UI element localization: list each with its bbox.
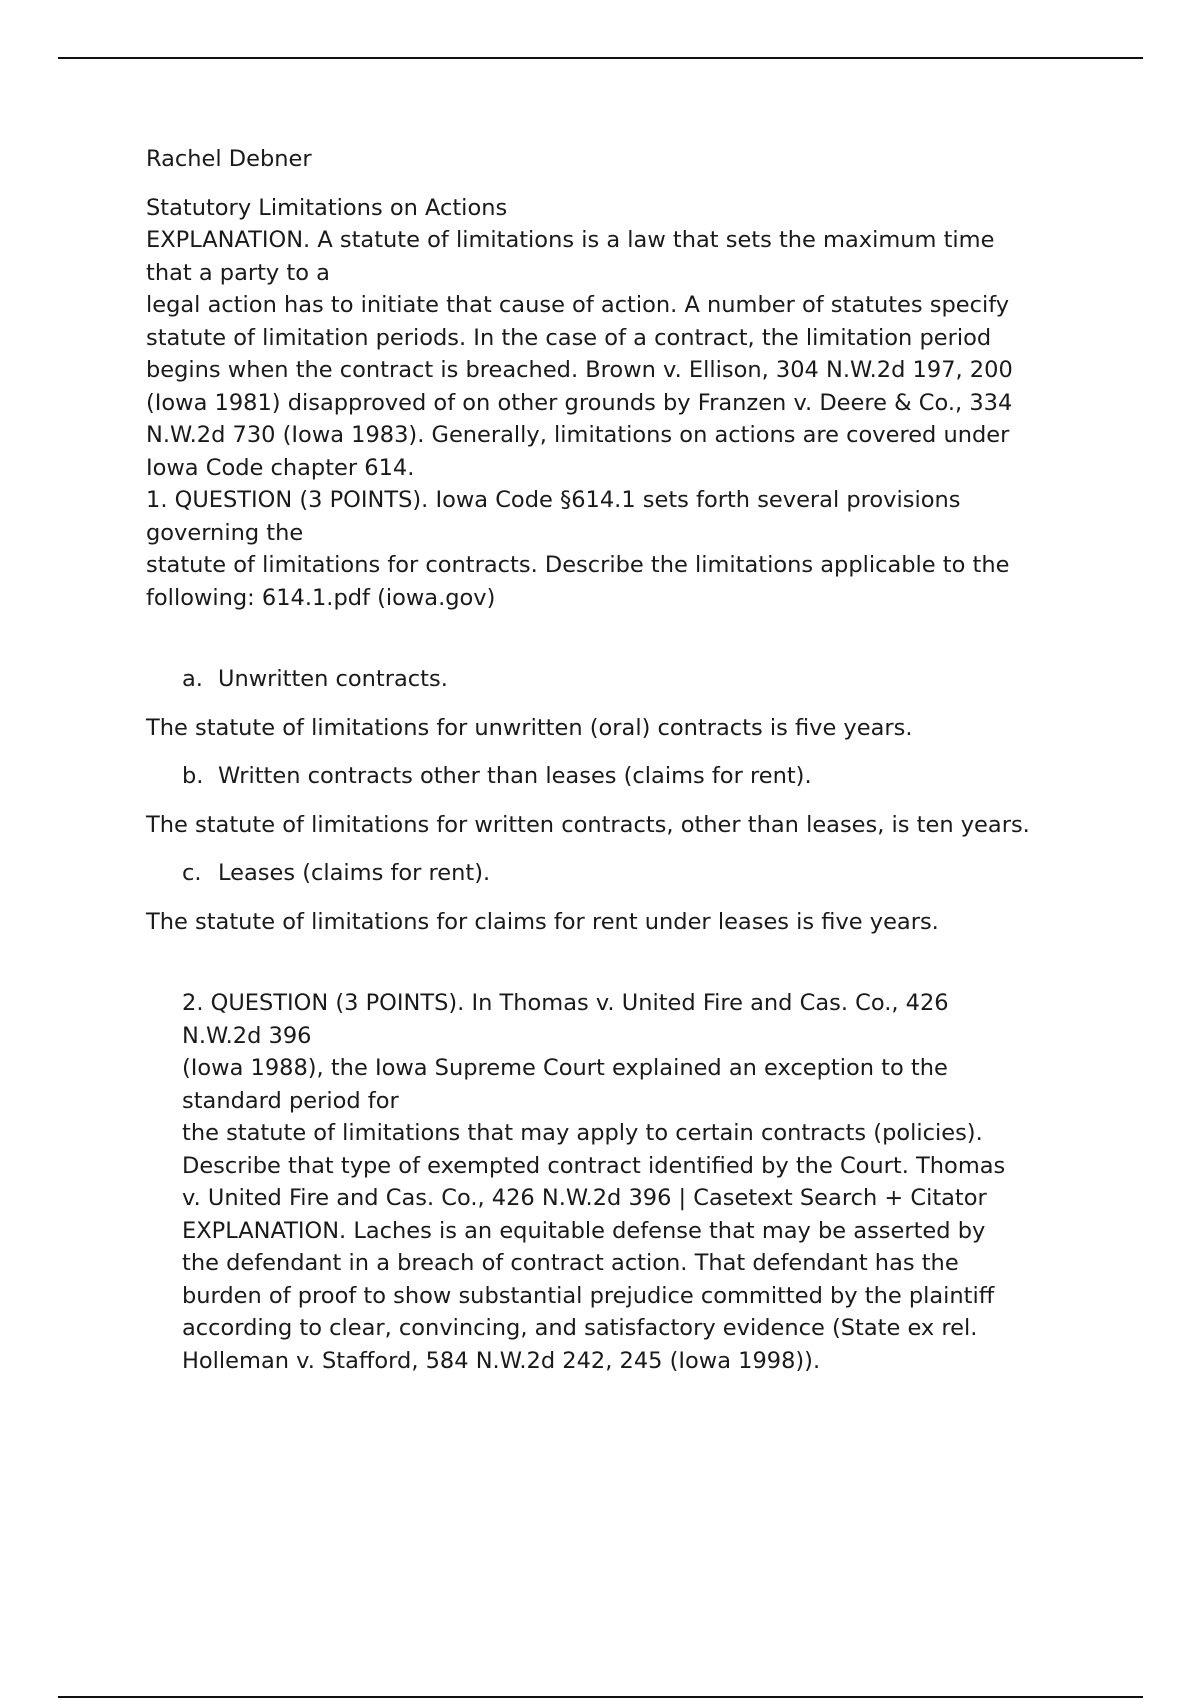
- text-line: standard period for: [182, 1087, 399, 1114]
- explanation-paragraph: [146, 224, 1086, 484]
- list-item-label: Unwritten contracts.: [218, 666, 448, 692]
- text-line: N.W.2d 730 (Iowa 1983). Generally, limitations on actions are covered under: [146, 422, 1010, 448]
- text-line: 1. QUESTION (3 POINTS). Iowa Code §614.1 sets forth several provisions: [146, 487, 961, 513]
- text-line: the defendant in a breach of contract action. That defendant has the: [182, 1250, 959, 1276]
- document-title: Statutory Limitations on Actions: [146, 194, 508, 221]
- list-marker: c.: [182, 860, 202, 886]
- list-item-label: Written contracts other than leases (claims for rent).: [218, 763, 812, 789]
- text-line: (Iowa 1988), the Iowa Supreme Court explained an exception to the: [182, 1055, 948, 1081]
- text-line: statute of limitation periods. In the case of a contract, the limitation period: [146, 324, 992, 351]
- text-line: Iowa Code chapter 614.: [146, 454, 415, 481]
- text-line: following: 614.1.pdf (iowa.gov): [146, 584, 496, 611]
- list-marker: a.: [182, 666, 203, 692]
- text-line: according to clear, convincing, and satisfactory evidence (State ex rel.: [182, 1315, 978, 1341]
- text-line: Holleman v. Stafford, 584 N.W.2d 242, 245 (Iowa 1998)).: [182, 1347, 821, 1374]
- text-line: N.W.2d 396: [182, 1022, 312, 1049]
- author-name: Rachel Debner: [146, 146, 312, 172]
- text-line: Describe that type of exempted contract identified by the Court. Thomas: [182, 1152, 1006, 1179]
- text-line: burden of proof to show substantial prejudice committed by the plaintiff: [182, 1282, 995, 1309]
- text-line: begins when the contract is breached. Brown v. Ellison, 304 N.W.2d 197, 200: [146, 357, 1013, 383]
- text-line: governing the: [146, 519, 304, 546]
- text-line: EXPLANATION. Laches is an equitable defense that may be asserted by: [182, 1217, 986, 1244]
- text-line: that a party to a: [146, 259, 330, 286]
- list-item-c: [182, 857, 1086, 890]
- answer-c: The statute of limitations for claims for rent under leases is five years.: [146, 908, 939, 935]
- answer-a: The statute of limitations for unwritten (oral) contracts is five years.: [146, 714, 913, 741]
- list-item-b: [182, 760, 1086, 793]
- text-line: (Iowa 1981) disapproved of on other grounds by Franzen v. Deere & Co., 334: [146, 389, 1013, 416]
- document-body: [146, 143, 1086, 1377]
- text-line: EXPLANATION. A statute of limitations is a law that sets the maximum time: [146, 227, 995, 253]
- question-1: [146, 484, 1086, 614]
- text-line: v. United Fire and Cas. Co., 426 N.W.2d 396 | Casetext Search + Citator: [182, 1185, 987, 1211]
- answer-b: The statute of limitations for written contracts, other than leases, is ten years.: [146, 811, 1030, 838]
- list-item-label: Leases (claims for rent).: [218, 860, 491, 886]
- text-line: legal action has to initiate that cause of action. A number of statutes specify: [146, 292, 1010, 318]
- text-line: 2. QUESTION (3 POINTS). In Thomas v. United Fire and Cas. Co., 426: [182, 990, 949, 1016]
- question-2: [182, 987, 1086, 1377]
- bottom-rule: [58, 1696, 1143, 1698]
- list-marker: b.: [182, 763, 204, 789]
- text-line: statute of limitations for contracts. Describe the limitations applicable to the: [146, 552, 1010, 578]
- top-rule: [58, 57, 1143, 59]
- list-item-a: [182, 663, 1086, 696]
- text-line: the statute of limitations that may apply to certain contracts (policies).: [182, 1120, 983, 1146]
